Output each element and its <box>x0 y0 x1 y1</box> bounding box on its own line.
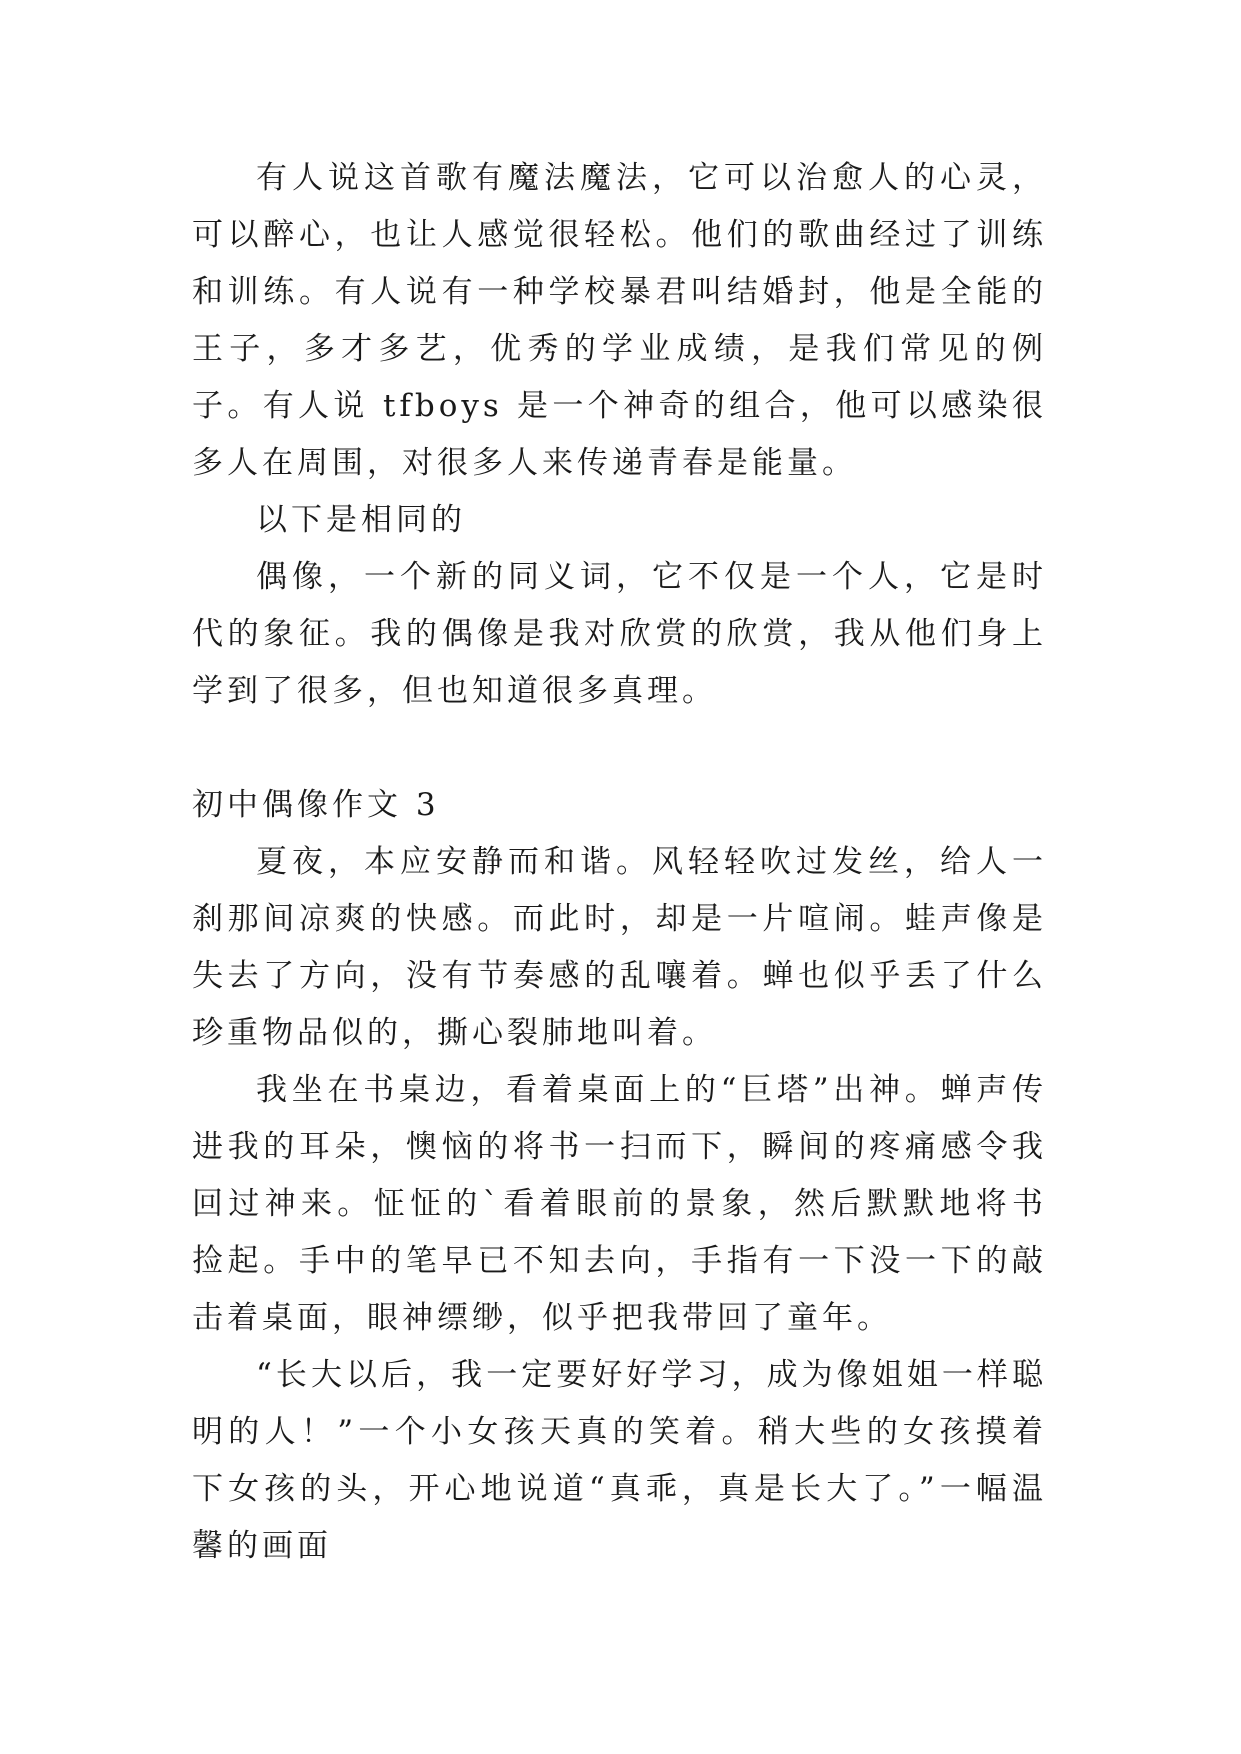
paragraph-magic-song: 有人说这首歌有魔法魔法，它可以治愈人的心灵，可以醉心，也让人感觉很轻松。他们的歌曲经过了训练和训练。有人说有一种学校暴君叫结婚封，他是全能的王子，多才多艺，优秀的学业成绩，是我们常见的例子。有人说 tfboys 是一个神奇的组合，他可以感染很多人在周围，对很多人来传递青春是能量。 <box>192 160 1047 481</box>
paragraph-same: 以下是相同的 <box>256 502 466 538</box>
section-title: 初中偶像作文 3 <box>192 787 440 823</box>
paragraph-idol-definition: 偶像，一个新的同义词，它不仅是一个人，它是时代的象征。我的偶像是我对欣赏的欣赏，我从他们身上学到了很多，但也知道很多真理。 <box>192 559 1047 709</box>
paragraph-desk: 我坐在书桌边，看着桌面上的“巨塔”出神。蝉声传进我的耳朵，懊恼的将书一扫而下，瞬间的疼痛感令我回过神来。怔怔的`看着眼前的景象，然后默默地将书捡起。手中的笔早已不知去向，手指有一下没一下的敲击着桌面，眼神缥缈，似乎把我带回了童年。 <box>192 1072 1047 1336</box>
document-page <box>192 150 1047 1575</box>
paragraph-summer-night: 夏夜，本应安静而和谐。风轻轻吹过发丝，给人一刹那间凉爽的快感。而此时，却是一片喧闹。蛙声像是失去了方向，没有节奏感的乱嚷着。蝉也似乎丢了什么珍重物品似的，撕心裂肺地叫着。 <box>192 844 1047 1051</box>
paragraph-childhood: “长大以后，我一定要好好学习，成为像姐姐一样聪明的人！”一个小女孩天真的笑着。稍大些的女孩摸着下女孩的头，开心地说道“真乖，真是长大了。”一幅温馨的画面 <box>192 1357 1047 1564</box>
